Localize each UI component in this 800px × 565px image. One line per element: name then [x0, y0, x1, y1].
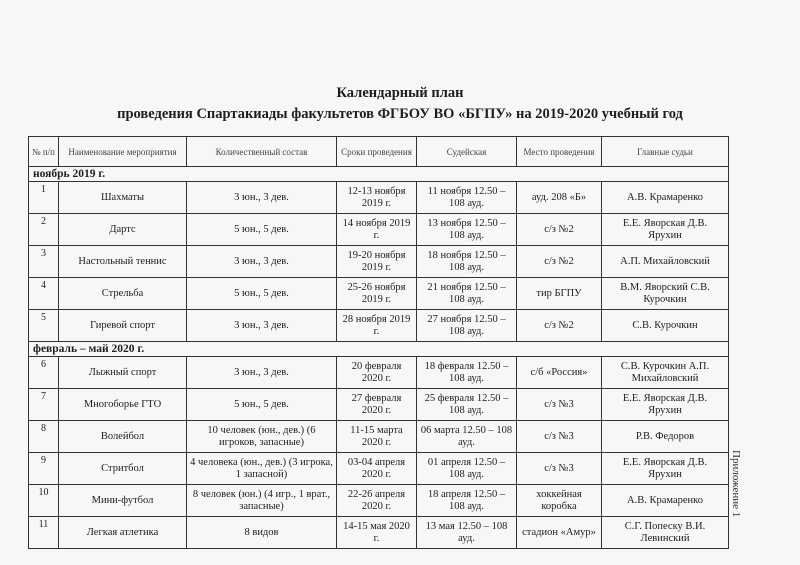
cell-num: 5 [29, 310, 59, 342]
table-row [29, 357, 729, 389]
cell-event: Гиревой спорт [59, 310, 187, 342]
cell-event: Лыжный спорт [59, 357, 187, 389]
cell-num: 3 [29, 246, 59, 278]
cell-chief: А.П. Михайловский [602, 246, 729, 278]
cell-num: 6 [29, 357, 59, 389]
cell-chief: С.В. Курочкин [602, 310, 729, 342]
table-row [29, 182, 729, 214]
cell-judges: 27 ноября 12.50 – 108 ауд. [417, 310, 517, 342]
cell-dates: 03-04 апреля 2020 г. [337, 453, 417, 485]
cell-judges: 06 марта 12.50 – 108 ауд. [417, 421, 517, 453]
table-body [29, 167, 729, 549]
table-row [29, 453, 729, 485]
cell-chief: А.В. Крамаренко [602, 485, 729, 517]
cell-dates: 22-26 апреля 2020 г. [337, 485, 417, 517]
header-dates: Сроки проведения [337, 137, 417, 167]
cell-place: с/з №3 [517, 453, 602, 485]
cell-judges: 18 февраля 12.50 – 108 ауд. [417, 357, 517, 389]
cell-place: с/з №2 [517, 246, 602, 278]
cell-judges: 18 ноября 12.50 – 108 ауд. [417, 246, 517, 278]
cell-num: 10 [29, 485, 59, 517]
table-row [29, 278, 729, 310]
cell-dates: 11-15 марта 2020 г. [337, 421, 417, 453]
cell-place: с/з №2 [517, 310, 602, 342]
header-num: № п/п [29, 137, 59, 167]
cell-dates: 19-20 ноября 2019 г. [337, 246, 417, 278]
cell-num: 7 [29, 389, 59, 421]
cell-event: Легкая атлетика [59, 517, 187, 549]
cell-chief: Е.Е. Яворская Д.В. Ярухин [602, 389, 729, 421]
cell-event: Стрельба [59, 278, 187, 310]
cell-place: с/з №3 [517, 421, 602, 453]
cell-event: Настольный теннис [59, 246, 187, 278]
cell-team: 8 видов [187, 517, 337, 549]
cell-dates: 12-13 ноября 2019 г. [337, 182, 417, 214]
table-row [29, 485, 729, 517]
cell-judges: 18 апреля 12.50 – 108 ауд. [417, 485, 517, 517]
cell-event: Шахматы [59, 182, 187, 214]
header-event: Наименование мероприятия [59, 137, 187, 167]
cell-num: 4 [29, 278, 59, 310]
cell-dates: 20 февраля 2020 г. [337, 357, 417, 389]
table-row [29, 310, 729, 342]
cell-chief: В.М. Яворский С.В. Курочкин [602, 278, 729, 310]
cell-place: с/з №2 [517, 214, 602, 246]
cell-team: 8 человек (юн.) (4 игр., 1 врат., запасные) [187, 485, 337, 517]
document-title: Календарный план [336, 85, 464, 101]
cell-team: 5 юн., 5 дев. [187, 214, 337, 246]
calendar-plan-table [28, 136, 729, 549]
cell-judges: 11 ноября 12.50 – 108 ауд. [417, 182, 517, 214]
cell-team: 4 человека (юн., дев.) (3 игрока, 1 запасной) [187, 453, 337, 485]
cell-place: ауд. 208 «Б» [517, 182, 602, 214]
cell-team: 3 юн., 3 дев. [187, 310, 337, 342]
cell-judges: 25 февраля 12.50 – 108 ауд. [417, 389, 517, 421]
header-team: Количественный состав [187, 137, 337, 167]
cell-team: 10 человек (юн., дев.) (6 игроков, запасные) [187, 421, 337, 453]
cell-event: Дартс [59, 214, 187, 246]
table-row [29, 389, 729, 421]
cell-chief: С.Г. Попеску В.И. Левинский [602, 517, 729, 549]
cell-place: тир БГПУ [517, 278, 602, 310]
header-chief: Главные судьи [602, 137, 729, 167]
cell-num: 9 [29, 453, 59, 485]
table-row [29, 214, 729, 246]
header-place: Место проведения [517, 137, 602, 167]
cell-place: с/з №3 [517, 389, 602, 421]
cell-event: Мини-футбол [59, 485, 187, 517]
cell-judges: 01 апреля 12.50 – 108 ауд. [417, 453, 517, 485]
cell-judges: 21 ноября 12.50 – 108 ауд. [417, 278, 517, 310]
cell-judges: 13 мая 12.50 – 108 ауд. [417, 517, 517, 549]
cell-chief: С.В. Курочкин А.П. Михайловский [602, 357, 729, 389]
section-label: февраль – май 2020 г. [29, 342, 729, 357]
cell-place: стадион «Амур» [517, 517, 602, 549]
appendix-note: Приложение 1 [730, 450, 742, 518]
cell-dates: 27 февраля 2020 г. [337, 389, 417, 421]
section-row [29, 342, 729, 357]
cell-team: 5 юн., 5 дев. [187, 278, 337, 310]
cell-event: Волейбол [59, 421, 187, 453]
cell-chief: А.В. Крамаренко [602, 182, 729, 214]
table-row [29, 246, 729, 278]
cell-dates: 25-26 ноября 2019 г. [337, 278, 417, 310]
cell-place: с/б «Россия» [517, 357, 602, 389]
section-label: ноябрь 2019 г. [29, 167, 729, 182]
document-subtitle: проведения Спартакиады факультетов ФГБОУ ВО «БГПУ» на 2019-2020 учебный год [117, 106, 683, 122]
cell-team: 3 юн., 3 дев. [187, 246, 337, 278]
table-row [29, 421, 729, 453]
header-judges: Судейская [417, 137, 517, 167]
table-row [29, 517, 729, 549]
cell-num: 8 [29, 421, 59, 453]
cell-team: 3 юн., 3 дев. [187, 357, 337, 389]
cell-team: 5 юн., 5 дев. [187, 389, 337, 421]
cell-dates: 14-15 мая 2020 г. [337, 517, 417, 549]
cell-judges: 13 ноября 12.50 – 108 ауд. [417, 214, 517, 246]
cell-chief: Е.Е. Яворская Д.В. Ярухин [602, 453, 729, 485]
cell-team: 3 юн., 3 дев. [187, 182, 337, 214]
cell-num: 11 [29, 517, 59, 549]
section-row [29, 167, 729, 182]
cell-chief: Р.В. Федоров [602, 421, 729, 453]
cell-dates: 14 ноября 2019 г. [337, 214, 417, 246]
cell-num: 1 [29, 182, 59, 214]
cell-chief: Е.Е. Яворская Д.В. Ярухин [602, 214, 729, 246]
cell-num: 2 [29, 214, 59, 246]
cell-event: Многоборье ГТО [59, 389, 187, 421]
cell-event: Стритбол [59, 453, 187, 485]
table-header-row [29, 137, 729, 167]
cell-dates: 28 ноября 2019 г. [337, 310, 417, 342]
cell-place: хоккейная коробка [517, 485, 602, 517]
